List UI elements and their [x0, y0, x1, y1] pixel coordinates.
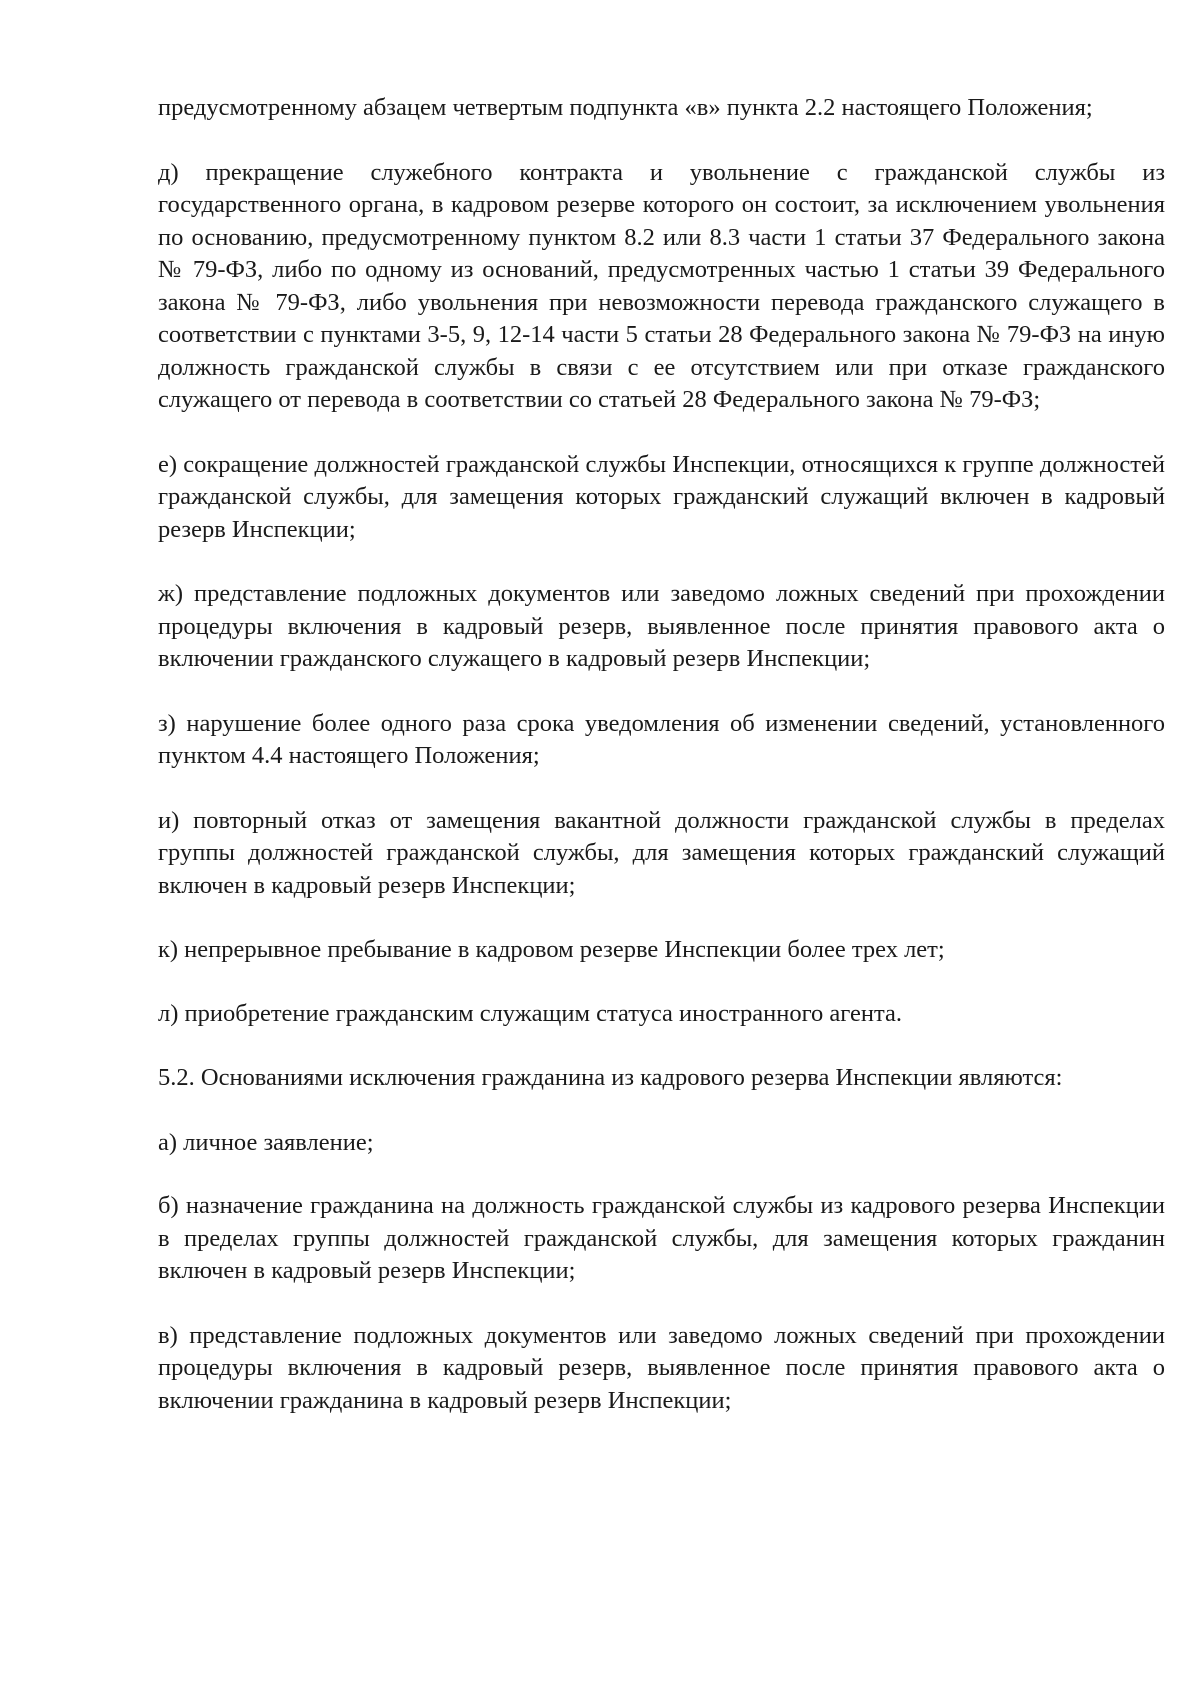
paragraph-z: з) нарушение более одного раза срока уведомления об изменении сведений, установленного пунктом 4.4 настоящего Положения; — [158, 709, 1165, 769]
paragraph-a: а) личное заявление; — [158, 1128, 374, 1156]
paragraph-b: б) назначение гражданина на должность гражданской службы из кадрового резерва Инспекции в пределах группы должностей гражданской службы, для замещения которых гражданин включен в кадровый резерв Инспекции; — [158, 1192, 1165, 1284]
paragraph-v: в) представление подложных документов или заведомо ложных сведений при прохождении процедуры включения в кадровый резерв, выявленное после принятия правового акта о включении гражданина в кадровый резерв Инспекции; — [158, 1321, 1165, 1414]
section-5-2-heading: 5.2. Основаниями исключения гражданина из кадрового резерва Инспекции являются: — [158, 1064, 1063, 1091]
paragraph-d: д) прекращение служебного контракта и увольнение с гражданской службы из государственного органа, в кадровом резерве которого он состоит, за исключением увольнения по основанию, предусмотренному пунктом 8.2 или 8.3 части 1 статьи 37 Федерального закона № 79-ФЗ, либо по одному из оснований, предусмотренных частью 1 статьи 39 Федерального закона № 79-ФЗ, либо увольнения при невозможности перевода гражданского служащего в соответствии с пунктами 3-5, 9, 12-14 части 5 статьи 28 Федерального закона № 79-ФЗ на иную должность гражданской службы в связи с ее отсутствием или при отказе гражданского служащего от перевода в соответствии со статьей 28 Федерального закона № 79-ФЗ; — [158, 158, 1165, 413]
paragraph-k: к) непрерывное пребывание в кадровом резерве Инспекции более трех лет; — [158, 936, 945, 963]
paragraph-l: л) приобретение гражданским служащим статуса иностранного агента. — [158, 999, 903, 1027]
document-body — [158, 92, 1165, 1449]
paragraph-i: и) повторный отказ от замещения вакантной должности гражданской службы в пределах группы должностей гражданской службы, для замещения которых гражданский служащий включен в кадровый резерв Инспекции; — [158, 806, 1165, 899]
paragraph-e: е) сокращение должностей гражданской службы Инспекции, относящихся к группе должностей гражданской службы, для замещения которых гражданский служащий включен в кадровый резерв Инспекции; — [158, 450, 1165, 543]
paragraph-zh: ж) представление подложных документов или заведомо ложных сведений при прохождении процедуры включения в кадровый резерв, выявленное после принятия правового акта о включении гражданского служащего в кадровый резерв Инспекции; — [158, 580, 1165, 672]
paragraph-continuation: предусмотренному абзацем четвертым подпункта «в» пункта 2.2 настоящего Положения; — [158, 94, 1093, 121]
